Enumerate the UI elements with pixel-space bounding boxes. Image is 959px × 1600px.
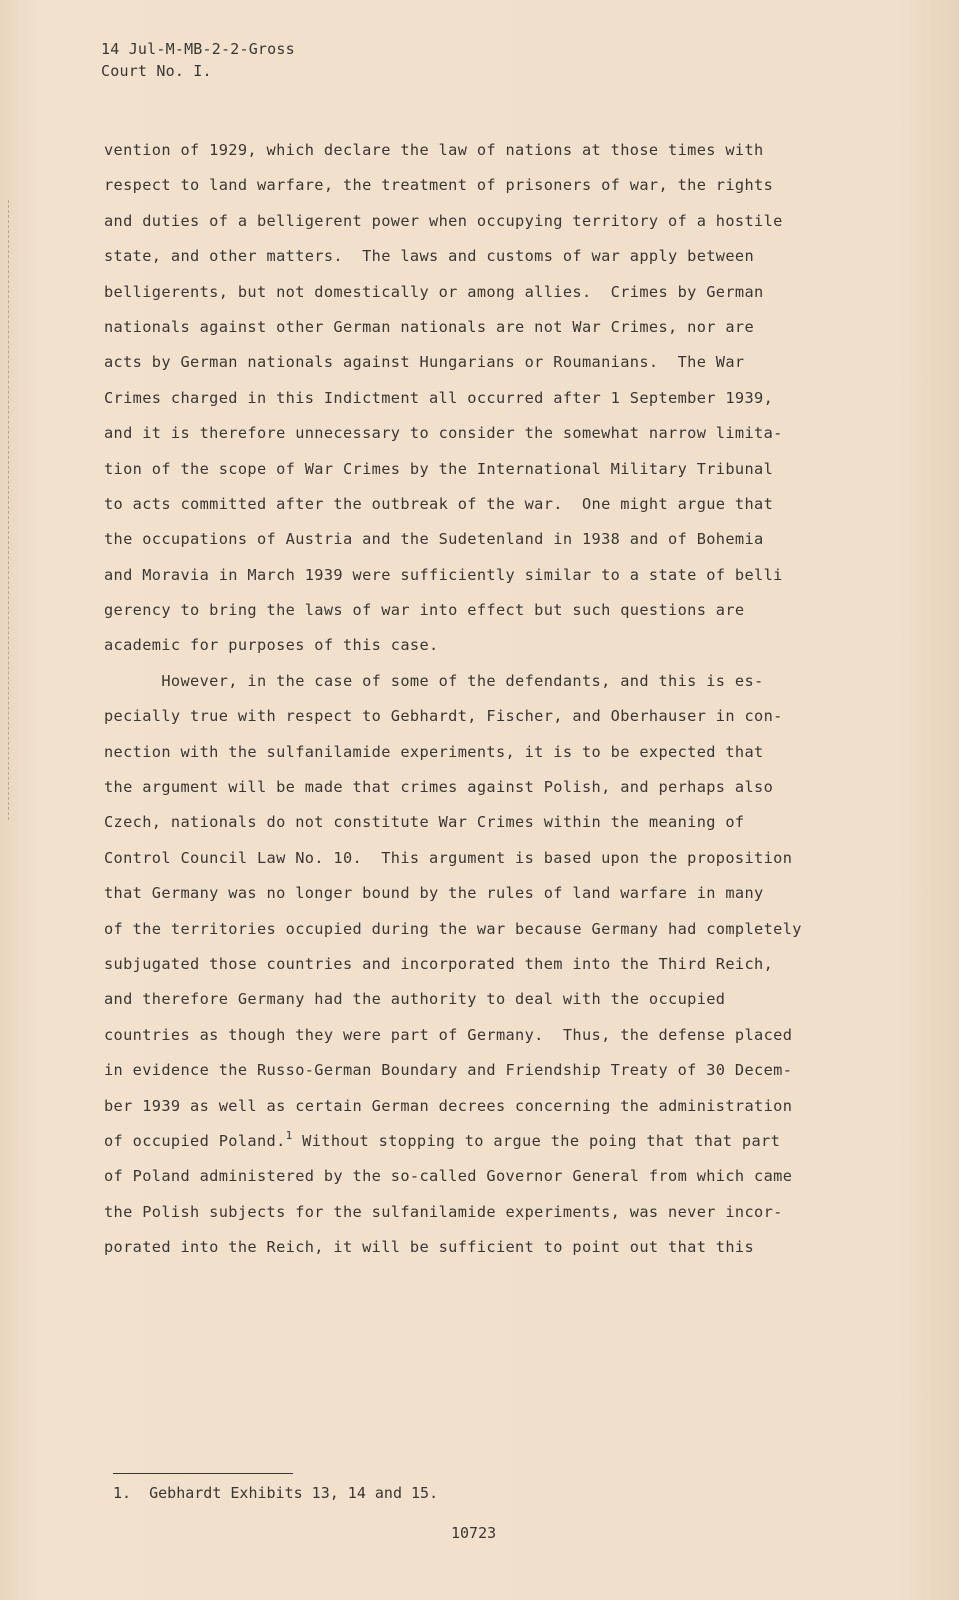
text-line: to acts committed after the outbreak of the war. One might argue that <box>104 494 774 513</box>
text-line: and it is therefore unnecessary to consider the somewhat narrow limita- <box>104 424 783 443</box>
text-line: gerency to bring the laws of war into effect but such questions are <box>104 601 745 620</box>
footnote-reference: 1 <box>285 1128 293 1142</box>
text-line: nection with the sulfanilamide experiments, it is to be expected that <box>104 742 764 761</box>
text-line: nationals against other German nationals are not War Crimes, nor are <box>104 317 755 336</box>
text-line: Crimes charged in this Indictment all occurred after 1 September 1939, <box>104 388 774 407</box>
text-line: academic for purposes of this case. <box>104 636 439 655</box>
text-line: in evidence the Russo-German Boundary and Friendship Treaty of 30 Decem- <box>104 1061 793 1080</box>
text-segment: of occupied Poland. <box>104 1131 286 1150</box>
text-line: and Moravia in March 1939 were sufficiently similar to a state of belli <box>104 565 783 584</box>
text-line: tion of the scope of War Crimes by the International Military Tribunal <box>104 459 774 478</box>
text-line: Czech, nationals do not constitute War Crimes within the meaning of <box>104 813 745 832</box>
text-line: the occupations of Austria and the Sudetenland in 1938 and of Bohemia <box>104 530 764 549</box>
text-line: the Polish subjects for the sulfanilamide experiments, was never incor- <box>104 1202 783 1221</box>
page-number: 10723 <box>451 1524 497 1542</box>
text-line: state, and other matters. The laws and customs of war apply between <box>104 247 755 266</box>
text-line: porated into the Reich, it will be sufficient to point out that this <box>104 1238 755 1257</box>
page-header <box>101 38 295 82</box>
paragraph-start-line: However, in the case of some of the defendants, and this is es- <box>104 671 764 690</box>
footnote-divider <box>113 1473 293 1474</box>
text-line: of Poland administered by the so-called Governor General from which came <box>104 1167 793 1186</box>
text-line: that Germany was no longer bound by the rules of land warfare in many <box>104 884 764 903</box>
text-line: of the territories occupied during the war because Germany had completely <box>104 919 802 938</box>
text-line: pecially true with respect to Gebhardt, Fischer, and Oberhauser in con- <box>104 707 783 726</box>
text-line: respect to land warfare, the treatment of prisoners of war, the rights <box>104 176 774 195</box>
header-court: Court No. I. <box>101 62 212 80</box>
text-line: ber 1939 as well as certain German decrees concerning the administration <box>104 1096 793 1115</box>
text-line: belligerents, but not domestically or among allies. Crimes by German <box>104 282 764 301</box>
text-segment: Without stopping to argue the poing that that part <box>292 1131 781 1150</box>
text-line: the argument will be made that crimes against Polish, and perhaps also <box>104 778 774 797</box>
text-line-with-footnote-ref <box>104 1124 864 1159</box>
text-line: and therefore Germany had the authority to deal with the occupied <box>104 990 726 1009</box>
text-line: countries as though they were part of Germany. Thus, the defense placed <box>104 1025 793 1044</box>
header-reference: 14 Jul-M-MB-2-2-Gross <box>101 40 295 58</box>
page-edge-marks <box>8 200 11 820</box>
text-line: Control Council Law No. 10. This argument is based upon the proposition <box>104 848 793 867</box>
body-text <box>104 133 864 1266</box>
text-line: acts by German nationals against Hungarians or Roumanians. The War <box>104 353 745 372</box>
text-line: and duties of a belligerent power when occupying territory of a hostile <box>104 211 783 230</box>
text-line: subjugated those countries and incorporated them into the Third Reich, <box>104 954 774 973</box>
text-line: vention of 1929, which declare the law of nations at those times with <box>104 141 764 159</box>
footnote: 1. Gebhardt Exhibits 13, 14 and 15. <box>113 1484 439 1502</box>
